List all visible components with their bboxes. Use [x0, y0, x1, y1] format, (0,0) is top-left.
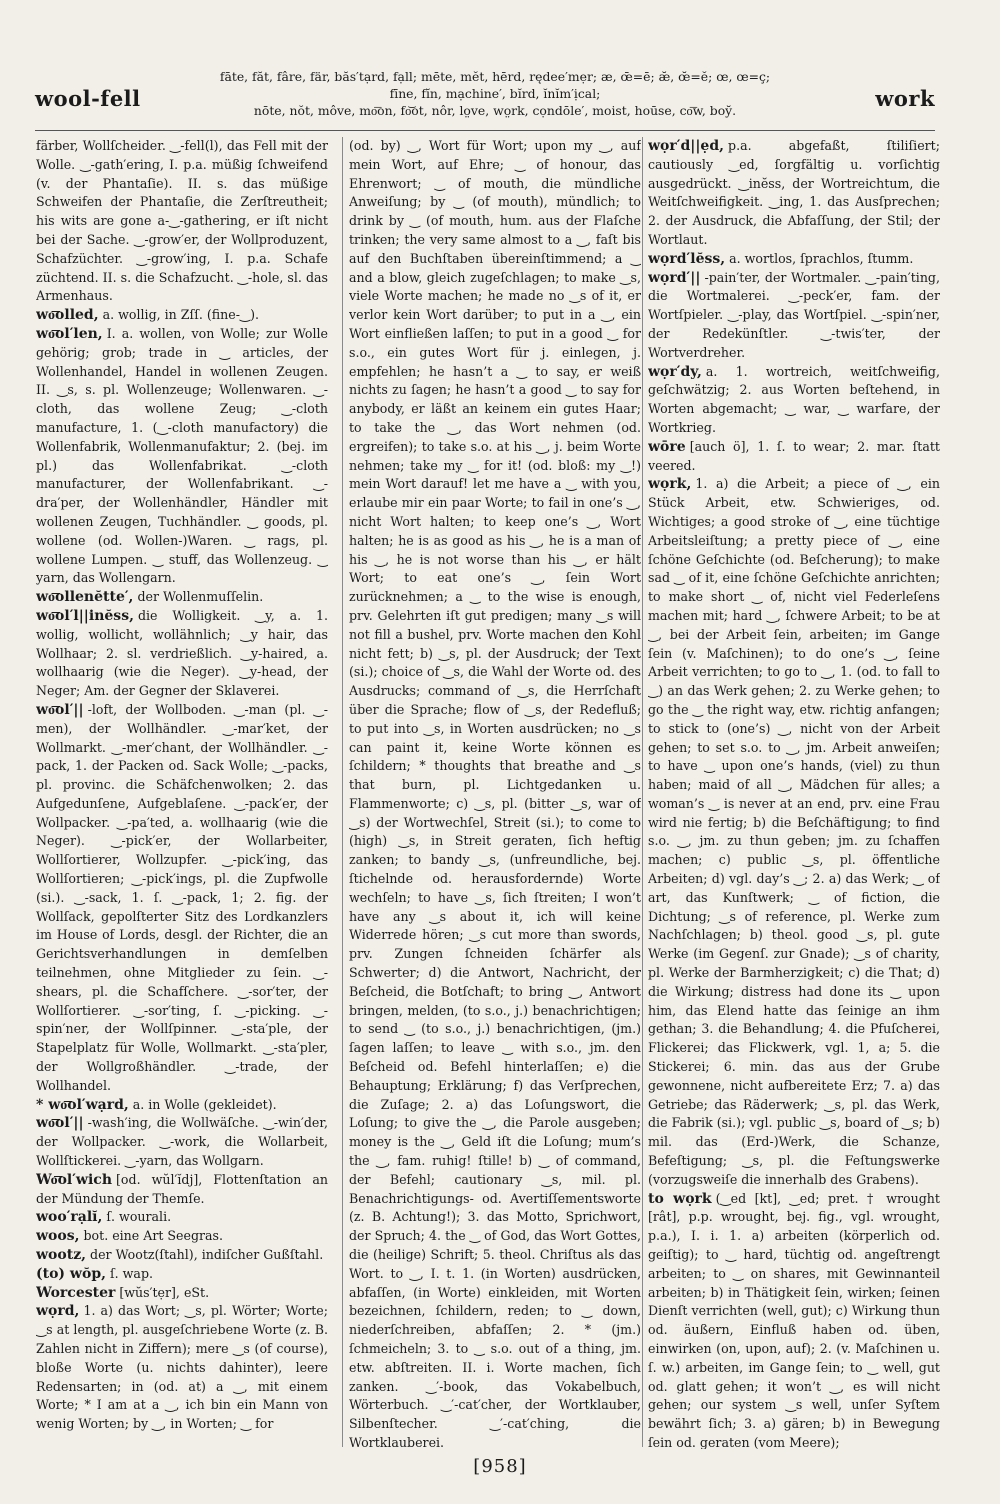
entry-definition: ſ. wap. — [109, 1265, 154, 1281]
dictionary-entry — [36, 1096, 328, 1115]
dictionary-entry — [36, 701, 328, 1096]
entry-definition: p.a. abgefaßt, ſtiliſiert; cautiously ‿ed, ſorgfältig u. vorſichtig ausgedrückt. ‿inĕss, der Wortreichtum, die Weitſchweifigkeit. ‿ing, 1. das Ausſprechen; 2. der Ausdruck, die Abfaſſung, der Stil; der Wortlaut. — [648, 138, 940, 247]
dictionary-entry — [36, 325, 328, 588]
entry-headword: Wo͞ol′wich — [36, 1171, 113, 1188]
entry-headword: wọrd′|| — [648, 269, 701, 286]
entry-definition: [auch ö], 1. ſ. to wear; 2. mar. ſtatt veered. — [648, 438, 940, 473]
dictionary-entry — [36, 607, 328, 701]
entry-definition: der Wootz(ſtahl), indiſcher Gußſtahl. — [90, 1247, 324, 1263]
dictionary-entry — [648, 250, 940, 269]
entry-headword: wọrd, — [36, 1303, 80, 1320]
header-rule — [35, 130, 935, 131]
page-number: [958] — [473, 1456, 527, 1477]
entry-definition: der Wollenmuſſelin. — [137, 589, 264, 605]
entry-definition: (‿ed [kt], ‿ed; pret. † wrought [rât], p.p. wrought, bej. fig., vgl. wrought, p.a.), I. i. 1. a) arbeiten (körperlich od. geiſtig); to ‿ hard, tüchtig od. angeſtrengt arbeiten; to ‿ on shares, mit Gewinnanteil arbeiten; b) in Thätigkeit ſein, wirken; ſeinen Dienſt verrichten (well, gut); c) Wirkung thun od. äußern, Einfluß haben od. üben, einwirken (on, upon, auf); 2. (v. Maſchinen u. ſ. w.) arbeiten, im Gange ſein; to ‿ well, gut od. glatt gehen; it won’t ‿, es will nicht gehen; our system ‿s well, unſer Syſtem bewährt ſich; 3. a) gären; b) in Bewegung ſein od. geraten (vom Meere); — [648, 1190, 940, 1449]
entry-headword: woos, — [36, 1228, 80, 1245]
entry-headword: wōre — [648, 438, 686, 455]
entry-definition: bot. eine Art Seegras. — [83, 1228, 224, 1244]
running-header — [35, 64, 935, 130]
entry-headword: wo͞ol′l||inĕss, — [36, 607, 134, 624]
dictionary-entry — [648, 1190, 940, 1449]
dictionary-column-1 — [36, 137, 328, 1449]
entry-headword: (to) wŏp, — [36, 1265, 106, 1282]
dictionary-entry — [36, 137, 328, 306]
entry-headword: wọrk, — [648, 476, 692, 493]
entry-definition: [od. wŭl′ĭdj], Flottenſtation an der Mündung der Themſe. — [36, 1171, 328, 1206]
entry-headword: wo͞ollenĕtte′, — [36, 589, 134, 606]
dictionary-entry — [648, 438, 940, 476]
dictionary-entry — [648, 475, 940, 1189]
entry-definition: -pain′ter, der Wortmaler. ‿-pain′ting, die Wortmalerei. ‿-peck′er, fam. der Wortſpieler. ‿-play, das Wortſpiel. ‿-spin′ner, der Redekünſtler. ‿-twis′ter, der Wortverdreher. — [648, 269, 940, 360]
dictionary-entry — [36, 1208, 328, 1227]
entry-headword: wọr′dy, — [648, 363, 702, 380]
entry-headword: wọr′d||ẹd, — [648, 138, 725, 154]
dictionary-entry — [36, 306, 328, 325]
pronunciation-key-line: nōte, nŏt, môve, mo͞on, fo͝ot, nôr, lo̤ve, wo̤rk, cọndōle′, moist, hoūse, co͞w, boy̆. — [253, 103, 737, 118]
entry-definition: -loft, der Wollboden. ‿-man (pl. ‿-men), der Wollhändler. ‿-mar′ket, der Wollmarkt. ‿-mer′chant, der Wollhändler. ‿-pack, 1. der Packen od. Sack Wolle; ‿-packs, pl. provinc. die Schäfchenwolken; 2. das Aufgedunſene, Aufgeblaſene. ‿-pack′er, der Wollpacker. ‿-pa′ted, a. wollhaarig (wie die Neger). ‿-pick′er, der Wollarbeiter, Wollſortierer, Wollzupfer. ‿-pick′ing, das Wollſortieren; ‿-pick′ings, pl. die Zupfwolle (si.). ‿-sack, 1. ſ. ‿-pack, 1; 2. fig. der Wollſack, gepolſterter Sitz des Lordkanzlers im House of Lords, desgl. der Richter, die an Gerichtsverhandlungen in demſelben teilnehmen, ohne Mitglieder zu ſein. ‿-shears, pl. die Schafſchere. ‿-sor′ter, der Wollſortierer. ‿-sor′ting, ſ. ‿-picking. ‿-spin′ner, der Wollſpinner. ‿-sta′ple, der Stapelplatz für Wolle, Wollmarkt. ‿-sta′pler, der Wollgroßhändler. ‿-trade, der Wollhandel. — [36, 701, 328, 1093]
entry-definition: 1. a) die Arbeit; a piece of ‿, ein Stück Arbeit, etw. Schwieriges, od. Wichtiges; a good stroke of ‿, eine tüchtige Arbeitsleiſtung; a pretty piece of ‿, eine ſchöne Geſchichte (od. Beſcherung); to make sad ‿ of it, eine ſchöne Geſchichte anrichten; to make short ‿ of, nicht viel Federleſens machen mit; hard ‿, ſchwere Arbeit; to be at ‿, bei der Arbeit ſein, arbeiten; im Gange ſein (v. Maſchinen); to do one’s ‿, ſeine Arbeit verrichten; to go to ‿, 1. (od. to fall to ‿) an das Werk gehen; 2. zu Werke gehen; to go the ‿ the right way, etw. richtig anfangen; to stick to (one’s) ‿, nicht von der Arbeit gehen; to set s.o. to ‿, jm. Arbeit anweiſen; to have ‿ upon one’s hands, (viel) zu thun haben; maid of all ‿, Mädchen für alles; a woman’s ‿ is never at an end, prv. eine Frau wird nie fertig; b) die Beſchäftigung; to find s.o. ‿, jm. zu thun geben; jm. zu ſchaffen machen; c) public ‿s, pl. öffentliche Arbeiten; d) vgl. day’s ‿; 2. a) das Werk; ‿ of art, das Kunſtwerk; ‿ of fiction, die Dichtung; ‿s of reference, pl. Werke zum Nachſchlagen; b) theol. good ‿s, pl. gute Werke (im Gegenſ. zur Gnade); ‿s of charity, pl. Werke der Barmherzigkeit; c) die That; d) die Wirkung; distress had done its ‿ upon him, das Elend hatte das ſeinige an ihm gethan; 3. die Behandlung; 4. die Pfuſcherei, Flickerei; das Flickwerk, vgl. 1, a; 5. die Stickerei; 6. min. das aus der Grube gewonnene, nicht aufbereitete Erz; 7. a) das Getriebe; das Räderwerk; ‿s, pl. das Werk, die Fabrik (si.); vgl. public ‿s, board of ‿s; b) mil. das (Erd-)Werk, die Schanze, Befeſtigung; ‿s, pl. die Feſtungswerke (vorzugsweiſe die innerhalb des Grabens). — [648, 476, 940, 1187]
entry-definition: [wŭs′tẹr], eSt. — [119, 1284, 210, 1300]
entry-definition: färber, Wollſcheider. ‿-fell(l), das Fell mit der Wolle. ‿-gath′ering, I. p.a. müßig ſchweifend (v. der Phantaſie). II. s. das müßige Schweifen der Phantaſie, die Zerſtreutheit; his wits are gone a-‿-gathering, er iſt nicht bei der Sache. ‿-grow′er, der Wollproduzent, Schafzüchter. ‿-grow′ing, I. p.a. Schafe züchtend. II. s. die Schafzucht. ‿-hole, sl. das Armenhaus. — [36, 138, 328, 304]
entry-headword: Worcester — [36, 1284, 116, 1301]
dictionary-entry — [36, 588, 328, 607]
dictionary-entry — [36, 1227, 328, 1246]
entry-definition: ſ. wourali. — [106, 1209, 172, 1225]
dictionary-column-2 — [349, 137, 641, 1449]
column-divider — [642, 137, 643, 1447]
dictionary-entry — [36, 1246, 328, 1265]
entry-headword: wo͞ol′len, — [36, 325, 103, 342]
entry-definition: die Wolligkeit. ‿y, a. 1. wollig, wollicht, wollähnlich; ‿y hair, das Wollhaar; 2. sl. verdrießlich. ‿y-haired, a. wollhaarig (wie die Neger). ‿y-head, der Neger; Am. der Gegner der Sklaverei. — [36, 607, 328, 699]
entry-headword: wo͞ol′|| — [36, 701, 84, 718]
guide-word-left: wool-fell — [35, 86, 141, 111]
dictionary-entry — [349, 137, 641, 1449]
dictionary-entry — [36, 1302, 328, 1434]
dictionary-column-3 — [648, 137, 940, 1449]
entry-definition: (od. by) ‿, Wort für Wort; upon my ‿, auf mein Wort, auf Ehre; ‿ of honour, das Ehrenwort; ‿ of mouth, die mündliche Anweiſung; by ‿ (of mouth), mündlich; to drink by ‿ (of mouth, hum. aus der Flaſche trinken; the very same almost to a ‿, faſt bis auf den Buchſtaben übereinſtimmend; a ‿ and a blow, gleich zugeſchlagen; to make ‿s, viele Worte machen; he made no ‿s of it, er verlor kein Wort darüber; to put in a ‿, ein Wort einfließen laſſen; to put in a good ‿ for s.o., ein gutes Wort für j. einlegen, j. empfehlen; he hasn’t a ‿ to say, er weiß nichts zu ſagen; he hasn’t a good ‿ to say for anybody, er läßt an keinem ein gutes Haar; to take the ‿, das Wort nehmen (od. ergreifen); to take s.o. at his ‿, j. beim Worte nehmen; take my ‿ for it! (od. bloß: my ‿!) mein Wort darauf! let me have a ‿ with you, erlaube mir ein paar Worte; to fail in one’s ‿, nicht Wort halten; to keep one’s ‿, Wort halten; he is as good as his ‿, he is a man of his ‿, he is not worse than his ‿, er hält Wort; to eat one’s ‿, ſein Wort zurücknehmen; a ‿ to the wise is enough, prv. Gelehrten iſt gut predigen; many ‿s will not fill a bushel, prv. Worte machen den Kohl nicht fett; b) ‿s, pl. der Ausdruck; der Text (si.); choice of ‿s, die Wahl der Worte od. des Ausdrucks; command of ‿s, die Herrſchaft über die Sprache; flow of ‿s, der Redefluß; to put into ‿s, in Worten ausdrücken; no ‿s can paint it, keine Worte können es ſchildern; * thoughts that breathe and ‿s that burn, pl. Lichtgedanken u. Flammenworte; c) ‿s, pl. (bitter ‿s, war of ‿s) der Wortwechſel, Streit (si.); to come to (high) ‿s, in Streit geraten, ſich heftig zanken; to bandy ‿s, (unfreundliche, bej. ſtichelnde od. herausfordernde) Worte wechſeln; to have ‿s, ſich ſtreiten; I won’t have any ‿s about it, ich will keine Widerrede hören; ‿s cut more than swords, prv. Zungen ſchneiden ſchärfer als Schwerter; d) die Antwort, Nachricht, der Beſcheid, die Botſchaft; to bring ‿, Antwort bringen, melden, (to s.o., j.) benachrichtigen; to send ‿ (to s.o., j.) benachrichtigen, (jm.) ſagen laſſen; to leave ‿ with s.o., jm. den Beſcheid od. Befehl hinterlaſſen; e) die Behauptung; Erklärung; f) das Verſprechen, die Zuſage; 2. a) das Loſungswort, die Loſung; to give the ‿, die Parole ausgeben; money is the ‿, Geld iſt die Loſung; mum’s the ‿, fam. ruhig! ſtille! b) ‿ of command, der Befehl; cautionary ‿s, mil. pl. Benachrichtigungs- od. Avertiſſementsworte (z. B. Achtung!); 3. das Motto, Sprichwort, der Spruch; 4. the ‿ of God, das Wort Gottes, die (heilige) Schrift; 5. theol. Chriſtus als das Wort. to ‿, I. t. 1. (in Worten) ausdrücken, abfaſſen, (in Worte) einkleiden, mit Worten bezeichnen, ſchildern, reden; to ‿ down, niederſchreiben, abfaſſen; 2. * (jm.) ſchmeicheln; 3. to ‿ s.o. out of a thing, jm. etw. abſtreiten. II. i. Worte machen, ſich zanken. ‿′-book, das Vokabelbuch, Wörterbuch. ‿′-cat′cher, der Wortklauber, Silbenſtecher. ‿′-cat′ching, die Wortklauberei. — [349, 138, 641, 1449]
entry-headword: woo′rạlĭ, — [36, 1209, 103, 1226]
dictionary-entry — [36, 1284, 328, 1303]
pronunciation-key — [205, 68, 785, 119]
entry-headword: wo͞olled, — [36, 307, 99, 324]
dictionary-entry — [648, 137, 940, 250]
dictionary-entry — [36, 1171, 328, 1209]
entry-headword: wo͞ol′|| — [36, 1115, 84, 1132]
entry-definition: I. a. wollen, von Wolle; zur Wolle gehörig; grob; trade in ‿ articles, der Wollenhandel, Handel in wollenen Zeugen. II. ‿s, s. pl. Wollenzeuge; Wollenwaren. ‿-cloth, das wollene Zeug; ‿-cloth manufacture, 1. (‿-cloth manufactory) die Wollenfabrik, Wollenmanufaktur; 2. (bej. im pl.) das Wollenfabrikat. ‿-cloth manufacturer, der Wollenfabrikant. ‿-dra′per, der Wollenhändler, Händler mit wollenen Zeugen, Tuchhändler. ‿ goods, pl. wollene (od. Wollen-)Waren. ‿ rags, pl. wollene Lumpen. ‿ stuff, das Wollenzeug. ‿ yarn, das Wollengarn. — [36, 325, 328, 586]
entry-definition: a. 1. wortreich, weitſchweifig, geſchwätzig; 2. aus Worten beſtehend, in Worten abgemacht; ‿ war, ‿ warfare, der Wortkrieg. — [648, 363, 940, 435]
entry-definition: a. wortlos, ſprachlos, ſtumm. — [729, 250, 914, 266]
entry-definition: a. wollig, in Zſſ. (fine-‿). — [102, 307, 260, 323]
dictionary-entry — [36, 1114, 328, 1170]
entry-definition: a. in Wolle (gekleidet). — [132, 1096, 277, 1112]
pronunciation-key-line: fīne, fĭn, mạchine′, bĭrd, ĭnĭm′ịcal; — [389, 86, 601, 101]
column-divider — [342, 137, 343, 1447]
entry-definition: -wash′ing, die Wollwäſche. ‿-win′der, der Wollpacker. ‿-work, die Wollarbeit, Wollſtickerei. ‿-yarn, das Wollgarn. — [36, 1115, 328, 1169]
entry-headword: * wo͞ol′wạrd, — [36, 1096, 129, 1113]
dictionary-entry — [648, 363, 940, 438]
entry-definition: 1. a) das Wort; ‿s, pl. Wörter; Worte; ‿s at length, pl. ausgeſchriebene Worte (z. B. Zahlen nicht in Ziffern); mere ‿s (of course), bloße Worte (u. nichts dahinter), leere Redensarten; in (od. at) a ‿, mit einem Worte; * I am at a ‿, ich bin ein Mann von wenig Worten; by ‿, in Worten; ‿ for — [36, 1303, 328, 1432]
pronunciation-key-line: fāte, făt, fâre, fär, băs′tạrd, fạll; mēte, mĕt, hērd, rędee′mẹr; æ, œ̄=ē; æ̆, œ̆=ĕ; œ, œ=ç; — [219, 69, 771, 84]
guide-word-right: work — [875, 86, 935, 111]
entry-headword: wootz, — [36, 1247, 87, 1264]
dictionary-entry — [36, 1265, 328, 1284]
dictionary-entry — [648, 269, 940, 363]
entry-headword: wọrd′lĕss, — [648, 250, 726, 267]
entry-headword: to wọrk — [648, 1190, 712, 1207]
